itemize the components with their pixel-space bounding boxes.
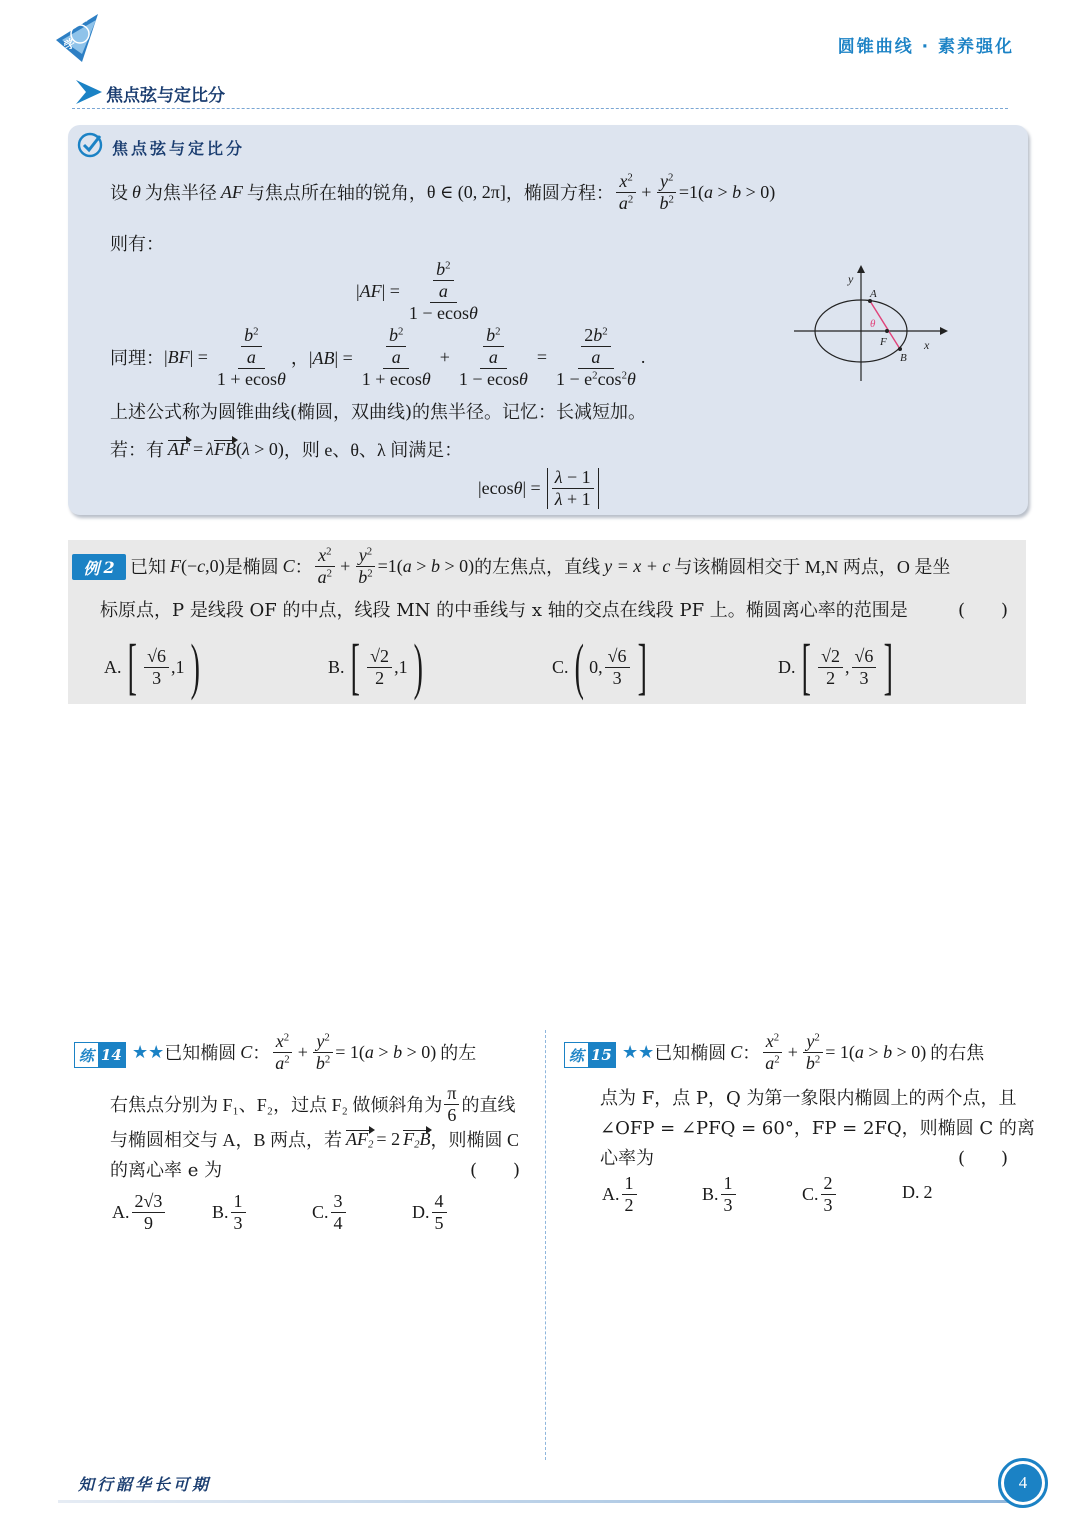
practice14-badge: 练 14 (74, 1042, 126, 1068)
theory-line-1: 设 θ 为焦半径 AF 与焦点所在轴的锐角， θ ∈ (0, 2π] ，椭圆方程： $\frac{x^2}{a^2}$ + $\frac{y^2}{b^2}$ =1(a > b > 0) (110, 171, 776, 213)
practice15-option-a: A. $\frac{1}{2}$ (602, 1174, 639, 1215)
page-number-badge (998, 1458, 1048, 1508)
practice15-option-d: D. 2 (902, 1182, 933, 1202)
example-badge: 例 2 (72, 554, 126, 580)
example-option-c: C. ( 0, $\frac{√6}{3}$ ] (552, 633, 647, 701)
example-line-2: 标原点，P 是线段 OF 的中点，线段 MN 的中垂线与 x 轴的交点在线段 PF 上。椭圆离心率的范围是 (100, 600, 908, 621)
column-divider (545, 1030, 546, 1460)
page-number: 4 (1004, 1464, 1042, 1502)
example-line-1: 已知 F (−c,0) 是椭圆 C ： $\frac{x^2}{a^2}$ + $\frac{y^2}{b^2}$ =1(a > b > 0) 的左焦点，直线 y = x + c 与该椭圆相交于 M,N 两点，O 是坐 (130, 545, 951, 587)
practice14-line-4: 的离心率 e 为 (110, 1160, 223, 1181)
logo-text: 知行数学 (53, 11, 89, 53)
point-b-label: B (900, 352, 907, 364)
footer-line (58, 1500, 1020, 1503)
practice14-option-a: A. $\frac{2√3}{9}$ (112, 1192, 167, 1233)
example-answer-paren: ( ) (958, 600, 1009, 621)
theory-note-1: 上述公式称为圆锥曲线(椭圆，双曲线)的焦半径。记忆：长减短加。 (110, 402, 647, 423)
example-option-b: B. [ $\frac{√2}{2}$ ,1 ) (328, 633, 423, 701)
bf-ab-formula: 同理： |BF| = $\frac{\frac{b^2}{a}}{1 + ecos\theta}$ ，|AB| = $\frac{\frac{b^2}{a}}{1 + ecos\theta}$ + $\frac{\frac{b^2}{a}}{1 - ecos\theta}$ = $\frac{\frac{2b^2}{a}}{1 - e^2\cos^2\theta}$ . (110, 325, 646, 389)
practice15-line-2: 点为 F，点 P，Q 为第一象限内椭圆上的两个点，且 (600, 1088, 1017, 1109)
practice15-option-c: C. $\frac{2}{3}$ (802, 1174, 838, 1215)
ellipse-diagram (790, 265, 950, 385)
point-a-label: A (870, 288, 877, 300)
section-arrow-icon (74, 78, 104, 110)
practice15-option-b: B. $\frac{1}{3}$ (702, 1174, 738, 1215)
point-f-label: F (880, 336, 887, 348)
lambda-formula: |ecosθ| = $\frac{\lambda - 1}{\lambda + 1}$ (478, 468, 599, 509)
example-option-a: A. [ $\frac{√6}{3}$ ,1 ) (104, 633, 200, 701)
practice15-answer-paren: ( ) (958, 1148, 1009, 1169)
then-label: 则有： (110, 234, 164, 255)
check-circle-icon (76, 131, 104, 163)
practice14-option-c: C. $\frac{3}{4}$ (312, 1192, 348, 1233)
practice14-line-3: 与椭圆相交与 A，B 两点，若 $AF_2$ = 2 $F_2B$ ，则椭圆 C (110, 1128, 519, 1151)
practice14-line-2: 右焦点分别为 F₁、F₂，过点 F₂ 做倾斜角为 $\frac{\pi}{6}$ 的直线 (110, 1083, 516, 1125)
practice15-line-4: 心率为 (600, 1148, 654, 1169)
footer-slogan: 知行韶华长可期 (78, 1475, 212, 1494)
practice15-line-1: ★★ 已知椭圆 C ： $\frac{x^2}{a^2}$ + $\frac{y^2}{b^2}$ = 1(a > b > 0) 的右焦 (622, 1031, 985, 1073)
practice14-answer-paren: ( ) (470, 1160, 521, 1181)
practice14-option-b: B. $\frac{1}{3}$ (212, 1192, 248, 1233)
top-right-title: 圆锥曲线 · 素养强化 (837, 37, 1014, 57)
practice14-line-1: ★★ 已知椭圆 C ： $\frac{x^2}{a^2}$ + $\frac{y^2}{b^2}$ = 1(a > b > 0) 的左 (132, 1031, 477, 1073)
practice14-option-d: D. $\frac{4}{5}$ (412, 1192, 449, 1233)
x-axis-label: x (924, 338, 930, 352)
example-option-d: D. [ $\frac{√2}{2}$ , $\frac{√6}{3}$ ] (778, 633, 894, 701)
practice15-line-3: ∠OFP = ∠PFQ = 60°，FP = 2FQ，则椭圆 C 的离 (600, 1118, 1035, 1139)
theta-label: θ (870, 318, 876, 330)
practice15-badge: 练 15 (564, 1042, 616, 1068)
theory-title: 焦点弦与定比分 (112, 139, 246, 158)
section-title: 焦点弦与定比分 (106, 86, 225, 106)
section-divider (72, 108, 1008, 109)
y-axis-label: y (848, 272, 854, 286)
theory-note-2: 若：有 AF = λ FB (λ > 0) ，则 e、θ、λ 间满足： (110, 438, 463, 460)
af-formula: |AF| = $\frac{\frac{b^2}{a}}{1 - ecos\theta}$ (356, 259, 478, 323)
